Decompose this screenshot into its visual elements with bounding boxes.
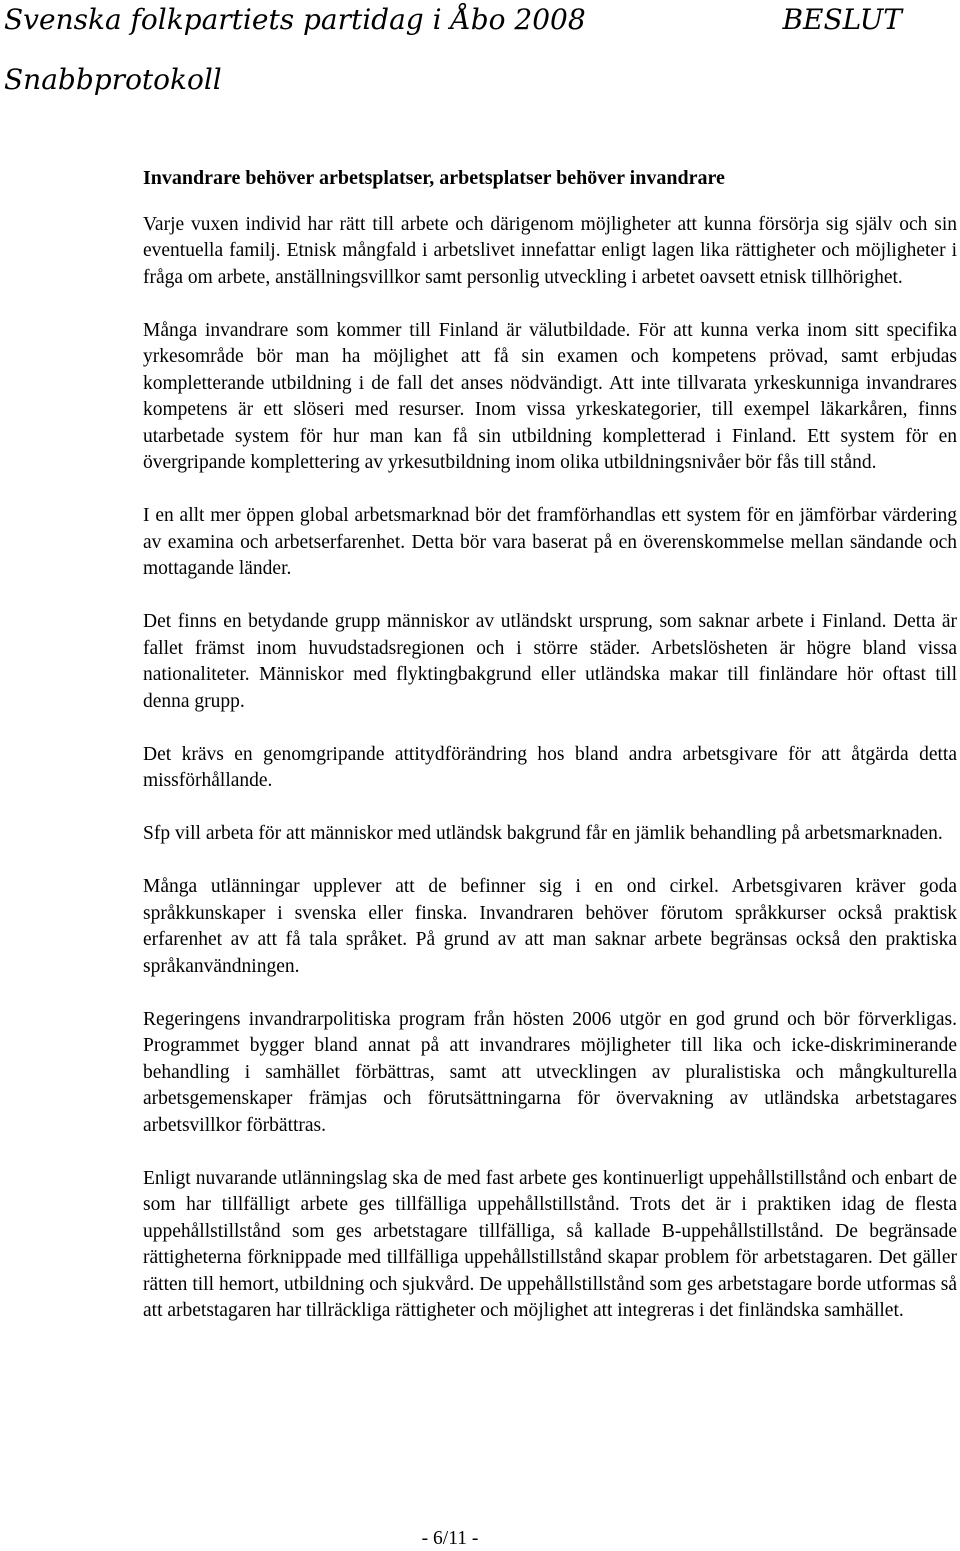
body-paragraph: Det finns en betydande grupp människor av utländskt ursprung, som saknar arbete i Finland. Detta är fallet främst inom huvudstadsregionen och i större städer. Arbetslösheten är högre bland vissa nationaliteter. Människor med flyktingbakgrund eller utländska makar till finländare hör oftast till denna grupp. [143,611,957,712]
body-paragraph: Enligt nuvarande utlänningslag ska de med fast arbete ges kontinuerligt uppehållstillstånd och enbart de som har tillfälligt arbete ges tillfälliga uppehållstillstånd. Trots det är i praktiken idag de flesta uppehållstillstånd som ges arbetstagare tillfälliga, så kallade B-uppehållstillstånd. De begränsade rättigheterna förknippade med tillfälliga uppehållstillstånd skapar problem för arbetstagaren. Det gäller rätten till hemort, utbildning och sjukvård. De uppehållstillstånd som ges arbetstagare borde utformas så att arbetstagaren har tillräckliga rättigheter och möjlighet att integreras i det finländska samhället. [143,1167,957,1321]
body-paragraph: Det krävs en genomgripande attitydförändring hos bland andra arbetsgivare för att åtgärda detta missförhållande. [143,743,957,791]
page-header [0,0,960,110]
body-paragraph: Regeringens invandrarpolitiska program från hösten 2006 utgör en god grund och bör förverkligas. Programmet bygger bland annat på att invandrares möjligheter till lika och icke-diskriminerande behandling i samhället förbättras, samt att utvecklingen av pluralistiska och mångkulturella arbetsgemenskaper främjas och förutsättningarna för övervakning av utländska arbetstagares arbetsvillkor förbättras. [143,1008,957,1136]
document-type-label: BESLUT [782,3,902,36]
body-paragraph: Sfp vill arbeta för att människor med utländsk bakgrund får en jämlik behandling på arbetsmarknaden. [143,823,943,844]
section-heading: Invandrare behöver arbetsplatser, arbetsplatser behöver invandrare [143,167,725,189]
page-footer [0,1527,960,1551]
document-subtitle: Snabbprotokoll [4,63,222,96]
document-body [143,165,957,1351]
body-paragraph: I en allt mer öppen global arbetsmarknad bör det framförhandlas ett system för en jämförbar värdering av examina och arbetserfarenhet. Detta bör vara baserat på en överenskommelse mellan sändande och mottagande länder. [143,505,957,579]
body-paragraph: Varje vuxen individ har rätt till arbete och därigenom möjligheter att kunna försörja sig själv och sin eventuella familj. Etnisk mångfald i arbetslivet innefattar enligt lagen lika rättigheter och möjligheter i fråga om arbete, anställningsvillkor samt personlig utveckling i arbetet oavsett etnisk tillhörighet. [143,213,957,288]
page-number: - 6/11 - [421,1528,479,1549]
body-paragraph: Många utlänningar upplever att de befinner sig i en ond cirkel. Arbetsgivaren kräver goda språkkunskaper i svenska eller finska. Invandraren behöver förutom språkkurser också praktisk erfarenhet av att få tala språket. På grund av att man saknar arbete begränsas också den praktiska språkanvändningen. [143,876,957,977]
body-paragraph: Många invandrare som kommer till Finland är välutbildade. För att kunna verka inom sitt specifika yrkesområde bör man ha möjlighet att få sin examen och kompetens prövad, samt erbjudas kompletterande utbildning i de fall det anses nödvändigt. Att inte tillvarata yrkeskunniga invandrares kompetens är ett slöseri med resurser. Inom vissa yrkeskategorier, till exempel läkarkåren, finns utarbetade system för hur man kan få sin utbildning kompletterad i Finland. Ett system för en övergripande komplettering av yrkesutbildning inom olika utbildningsnivåer bör fås till stånd. [143,319,957,473]
document-title: Svenska folkpartiets partidag i Åbo 2008 [4,3,586,36]
